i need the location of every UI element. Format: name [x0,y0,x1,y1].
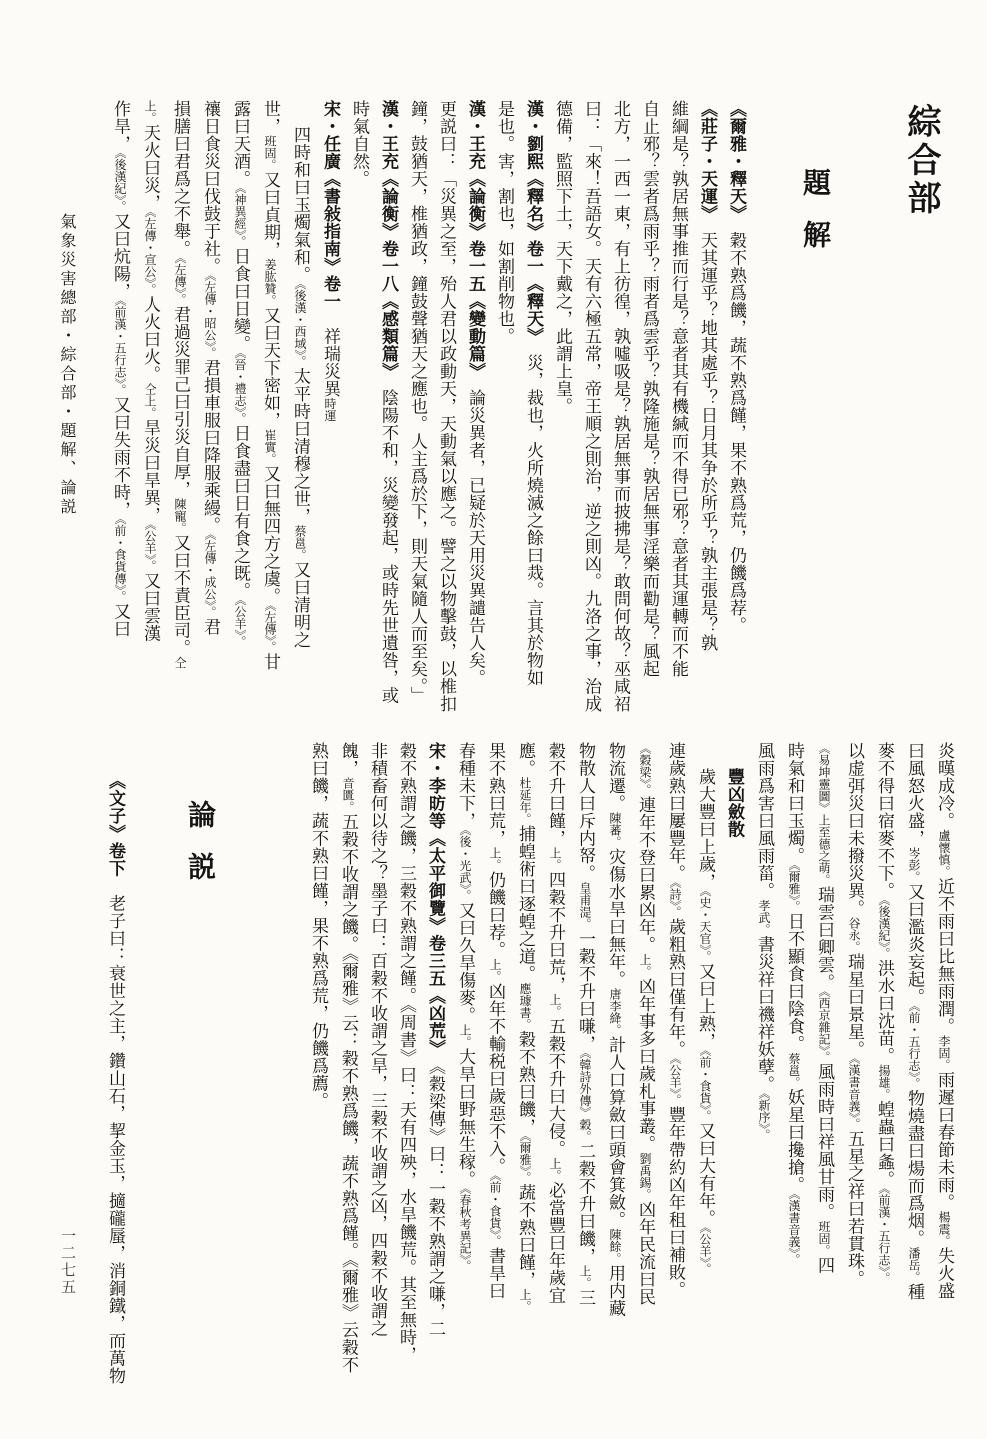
text-column [664,100,693,734]
body-text: 雨遲曰春節未雨。 [935,1071,954,1211]
body-text: 君過災罪己曰引災自厚， [171,305,190,498]
text-column [869,742,899,1389]
text-column [403,100,432,734]
body-text: 五穀不升曰大侵。 [546,1017,565,1158]
tijie-continued-text-block [309,742,959,1389]
annotation-small: 《西京雜記》。 [817,991,831,1063]
body-text: 君 [201,618,220,636]
body-text: 日食曰日變。 [231,247,250,353]
body-text: 維綱是？孰居無事推而行是？意者其有機緘而不得已邪？意者其運轉而不能 [669,100,688,678]
section-heading-tijie: 題解 [799,168,830,272]
annotation-small: 《晉・禮志》。 [233,352,247,425]
text-column [809,742,839,1389]
text-column [165,100,195,734]
body-text: 德備，監照下土，天下戴之，此謂上皇。 [553,100,572,415]
source-citation: 宋・李昉等《太平御覽》卷三五《凶荒》 [426,742,445,1049]
body-text: 凶年事多曰歲札事叢。 [636,977,655,1153]
text-column [135,100,165,734]
body-text: 世， [261,100,280,135]
annotation-small: 仝 [173,656,187,669]
source-citation: 豐凶斂散 [725,767,744,838]
body-text: 又曰清明之 [291,560,310,648]
annotation-small: 盧懷慎。 [937,829,951,878]
annotation-small: 班固。 [263,135,277,171]
text-column [720,742,749,1389]
annotation-small: 《春秋考異記》。 [458,1188,472,1272]
annotation-small: 劉禹錫。 [638,1152,652,1201]
body-text: 仍饑曰荐。 [486,871,505,959]
text-column [693,100,722,734]
annotation-small: 《公羊》。 [233,599,247,648]
body-text: 四時和曰玉燭氣和。 [291,125,310,283]
text-column [570,742,600,1389]
annotation-small: 《爾雅》。 [787,864,801,913]
text-column [255,100,285,734]
annotation-small: 《前・食貨傳》。 [113,518,127,603]
body-text: 又曰濫炎妄起。 [905,883,924,1006]
annotation-small: 《前漢・五行志》。 [877,1188,891,1284]
annotation-small: 音匱。 [341,777,355,813]
text-column [480,742,510,1389]
text-column [461,100,490,734]
annotation-small: 上。 [638,953,652,978]
annotation-small: 《易坤靈圖》上至德之萌。 [817,742,831,886]
annotation-small: 《韓詩外傳》穀。 [578,1052,592,1143]
body-text: 連歲熟曰屢豐年。 [666,742,685,882]
annotation-small: 揚雄。 [877,1064,891,1101]
body-text: 四穀不升曰荒， [546,871,565,994]
text-column [105,100,135,734]
body-text: 曰風怒火盛， [905,742,924,847]
body-text: 穀不熟謂之饑，三穀不熟謂之饉。《周書》曰：天有四殃，水旱饑荒。其至無時， [397,742,416,1364]
text-column [630,742,660,1389]
body-text: 作旱， [111,100,130,153]
annotation-small: 《後漢・西域》。 [293,283,307,367]
annotation-small: 杜延年。 [518,777,532,825]
annotation-small: 時運 [323,397,337,422]
body-text: 用内藏 [606,1264,625,1317]
body-text: 應。 [516,742,535,777]
annotation-small: 上。 [548,847,562,871]
text-column [929,742,959,1389]
source-citation: 漢・王充《論衡》卷一八《感類篇》 [379,100,398,372]
annotation-small: 《穀梁》。 [638,742,652,796]
text-column [490,100,519,734]
source-citation: 宋・任廣《書敍指南》卷一 [321,100,340,310]
body-text: 四 [815,1256,834,1274]
annotation-small: 谷永。 [847,917,861,953]
annotation-small: 《公羊》。 [668,1058,682,1106]
text-column [839,742,869,1389]
body-text: 是也。害，割也，如割削物也。 [495,100,514,345]
body-text: 又曰不責臣司。 [171,534,190,657]
body-text: 更説曰：「災異之至，殆人君以政動天，天動氣以應之。譬之以物擊鼓，以椎扣 [437,100,456,713]
text-column [195,100,225,734]
body-text: 鐘，鼓猶天，椎猶政，鐘鼓聲猶天之應也。人主爲於下，則天氣隨人而至矣。」 [408,100,427,704]
body-text: 又曰炕陽， [111,212,130,300]
body-text: 妖星曰攙搶。 [785,1088,804,1194]
body-text: 蔬不熟曰饉， [516,1183,535,1289]
body-text: 又曰天下密如， [261,306,280,429]
annotation-small: 《前・食貨》。 [698,1049,712,1122]
text-column [548,100,577,734]
body-text: 果不熟曰荒， [486,742,505,847]
body-text: 露曰天酒。 [231,100,250,188]
body-text: 連年不登曰累凶年。 [636,796,655,954]
source-citation: 《莊子・天運》 [698,100,717,214]
text-column [345,100,374,734]
body-text: 麥不得曰宿麥不下。 [875,742,894,900]
annotation-small: 《左傳・昭公》。 [203,275,217,359]
body-text: 歲大豐曰上歲， [696,767,715,890]
page-title: 綜合部 [902,104,939,218]
body-text: 凶年民流曰民 [636,1200,655,1306]
text-column [374,100,403,734]
annotation-small: 姜肱贊。 [263,258,277,307]
text-column [899,742,929,1389]
annotation-small: 《左傳・成公》。 [203,534,217,618]
text-column [577,100,606,734]
text-column [722,100,751,734]
body-text: 大旱曰野無生稼。 [456,1048,475,1188]
text-column [285,100,315,734]
body-text: 瑞雲曰卿雲。 [815,886,834,991]
body-text: 三 [576,1289,595,1307]
body-text: 穀不熟曰饑， [516,1030,535,1136]
body-text: 必當豐曰年歲宜 [546,1181,565,1304]
annotation-small: 陳餘。 [608,1228,622,1265]
body-text: 以虚弭災曰未撥災異。 [845,742,864,917]
body-text: 春種未下， [456,742,475,830]
body-text: 天其運乎？地其處乎？日月其争於所乎？孰主張是？孰 [698,214,717,652]
margin-caption: 氣象災害總部・綜合部・題解、論説 [58,213,75,517]
body-text: 捕蝗術曰逐蝗之道。 [516,825,535,983]
body-text: 又曰久旱傷麥。 [456,901,475,1024]
body-text: 太平時曰清穆之世， [291,367,310,525]
body-text: 曰：「來！吾語女。天有六極五常，帝王順之則治，逆之則凶。九洛之事，治成 [582,100,601,713]
text-column [304,742,333,1389]
body-text: 日食盡曰日有食之既。 [231,424,250,600]
body-text: 日不顯食曰陰食。 [785,912,804,1053]
body-text: 種 [905,1283,924,1301]
body-text: 自止邪？雲者爲雨乎？雨者爲雲乎？孰隆施是？孰居無事淫樂而勸是？風起 [640,100,659,678]
body-text: 五穀不收謂之饑。《爾雅》云：穀不熟爲饑，蔬不熟爲饉。《爾雅》云穀不 [339,813,358,1374]
text-column [510,742,540,1389]
body-text: 時氣和曰玉燭。 [785,742,804,865]
body-text: 灾傷水旱曰無年。 [606,848,625,988]
body-text: 風雨時曰祥風甘雨。 [815,1063,834,1221]
text-column [421,742,450,1389]
annotation-small: 仝上。 [143,383,157,419]
text-column [540,742,570,1389]
tijie-text-block [106,100,751,734]
annotation-small: 《左傳》。 [263,605,277,653]
body-text: 餽， [339,742,358,777]
body-text: 旱災曰旱異， [141,419,160,524]
body-text: 凶年不輸税曰歲惡不入。 [486,982,505,1175]
text-column [315,100,345,734]
body-text: 蝗蟲曰螽。 [875,1100,894,1188]
body-text: 書旱曰 [486,1247,505,1300]
text-column [749,742,779,1389]
text-column [600,742,630,1389]
annotation-small: 《漢書音義》。 [787,1193,801,1266]
annotation-small: 蔡邕。 [787,1052,801,1089]
body-text: 非積畜何以待之？墨子曰：百穀不收謂之旱，三穀不收謂之凶，四穀不收謂之 [368,742,387,1337]
section-heading-lunshuo: 論説 [184,800,215,904]
text-column [779,742,809,1389]
body-text: 《穀梁傳》曰：一穀不熟謂之嗛，二 [426,1048,445,1338]
body-text: 計人口算斂曰頭會箕斂。 [606,1036,625,1229]
body-text: 時氣自然。 [350,100,369,188]
text-column [392,742,421,1389]
body-text: 老子曰：衰世之主，鑽山石，挈金玉，擿礲蜃，消銅鐵，而萬物 [106,877,125,1385]
body-text: 天火曰災， [141,124,160,212]
source-citation: 《爾雅・釋天》 [727,100,746,214]
body-text: 穀不熟爲饑，蔬不熟爲饉，果不熟爲荒，仍饑爲荐。 [727,214,746,634]
body-text: 風雨爲害曰風雨菑。 [755,742,774,900]
text-column [101,772,130,1392]
body-text: 物散人曰斥内帑。 [576,742,595,882]
body-text: 洪水曰沈苗。 [875,959,894,1065]
annotation-small: 上。 [458,1024,472,1048]
body-text: 歲粗熟曰僅有年。 [666,918,685,1058]
annotation-small: 陳蕃。 [608,812,622,848]
annotation-small: 《後漢紀》。 [113,152,127,213]
body-text: 又曰大有年。 [696,1121,715,1227]
body-text: 論災異者，已疑於天用災異譴告人矣。 [466,371,485,687]
body-text: 五星之祥曰若貫珠。 [845,1130,864,1288]
source-citation: 漢・王充《論衡》卷一五《變動篇》 [466,100,485,372]
annotation-small: 上。 [488,958,502,983]
annotation-small: 陳寵。 [173,498,187,534]
body-text: 又曰貞期， [261,171,280,259]
annotation-small: 應璩書。 [518,982,532,1031]
source-citation: 漢・劉熙《釋名》卷一《釋天》 [524,100,543,337]
body-text: 近不雨曰比無雨潤。 [935,877,954,1035]
annotation-small: 上。 [518,1288,532,1313]
text-column [333,742,363,1389]
text-column [450,742,480,1389]
body-text: 二穀不升曰饑， [576,1142,595,1265]
body-text: 又曰雲漢 [141,572,160,642]
body-text: 損膳曰君爲之不舉。 [171,100,190,258]
annotation-small: 孝武。 [757,899,771,936]
annotation-small: 上。 [548,993,562,1018]
page-number: 一二七五 [59,1228,75,1296]
annotation-small: 李固。 [937,1035,951,1071]
annotation-small: 《爾雅》。 [518,1135,532,1184]
annotation-small: 班固。 [817,1220,831,1257]
text-column [363,742,392,1389]
annotation-small: 上。 [548,1157,562,1182]
annotation-small: 上。 [143,100,157,124]
body-text: 君損車服曰降服乘縵。 [201,359,220,534]
annotation-small: 唐李絳。 [608,988,622,1036]
annotation-small: 崔實。 [263,429,277,465]
annotation-small: 《公羊》。 [143,524,157,572]
text-column [690,742,720,1389]
body-text: 禳日食災曰伐鼓于社。 [201,100,220,275]
text-column [432,100,461,734]
body-text: 物流遷。 [606,742,625,812]
annotation-small: 《前漢・五行志》。 [113,300,127,396]
body-text: 又曰失雨不時， [111,396,130,519]
annotation-small: 《左傳・宣公》。 [143,211,157,296]
text-column [519,100,548,734]
body-text: 又曰 [111,602,130,638]
body-text: 物燒盡曰煬而爲烟。 [905,1089,924,1247]
lunshuo-text-block [100,772,130,1392]
body-text: 熟曰饑，蔬不熟曰饉，果不熟爲荒，仍饑爲薦。 [309,742,328,1110]
body-text: 穀不升曰饉， [546,742,565,847]
annotation-small: 《詩》。 [668,882,682,918]
text-column [635,100,664,734]
body-text: 人火曰火。 [141,295,160,383]
body-text: 失火盛 [935,1247,954,1300]
body-text: 北方，一西一東，有上彷徨，孰噓吸是？孰居無事而披拂是？敢問何故？巫咸祒 [611,100,630,713]
annotation-small: 《後漢紀》。 [877,899,891,960]
body-text: 瑞星曰景星。 [845,953,864,1058]
annotation-small: 上。 [578,1265,592,1289]
annotation-small: 《史・天官》。 [698,890,712,962]
annotation-small: 上。 [488,847,502,871]
body-text: 祥瑞災異 [321,310,340,398]
body-text: 豐年帶約凶年租曰補敗。 [666,1106,685,1299]
annotation-small: 《後・光武》。 [458,829,472,902]
body-text: 炎暵成冷。 [935,742,954,830]
annotation-small: 楊震。 [937,1211,951,1247]
text-column [225,100,255,734]
annotation-small: 《前・五行志》。 [907,1005,921,1090]
source-citation: 《文子》卷下 [106,772,125,877]
annotation-small: 蔡邕。 [293,524,307,561]
body-text: 一穀不升曰嗛， [576,930,595,1053]
body-text: 又曰無四方之虞。 [261,465,280,605]
annotation-small: 《新序》。 [757,1093,771,1141]
body-text: 陰陽不和，災變發起，或時先世遺咎，或 [379,371,398,704]
annotation-small: 《神異經》。 [233,187,247,248]
body-text: 書災祥曰禨祥妖孽。 [755,935,774,1093]
body-text: 又曰上熟， [696,962,715,1050]
annotation-small: 《公羊》。 [698,1226,712,1275]
annotation-small: 岑彭。 [907,847,921,883]
body-text: 災，裁也，火所燒滅之餘曰烖。言其於物如 [524,336,543,687]
body-text: 甘 [261,653,280,671]
annotation-small: 《前・食貨》。 [488,1175,502,1247]
text-column [660,742,690,1389]
text-column [606,100,635,734]
annotation-small: 《漢書音義》。 [847,1058,861,1130]
annotation-small: 《左傳》。 [173,257,187,306]
annotation-small: 潘岳。 [907,1247,921,1283]
annotation-small: 皇甫湜。 [578,882,592,930]
